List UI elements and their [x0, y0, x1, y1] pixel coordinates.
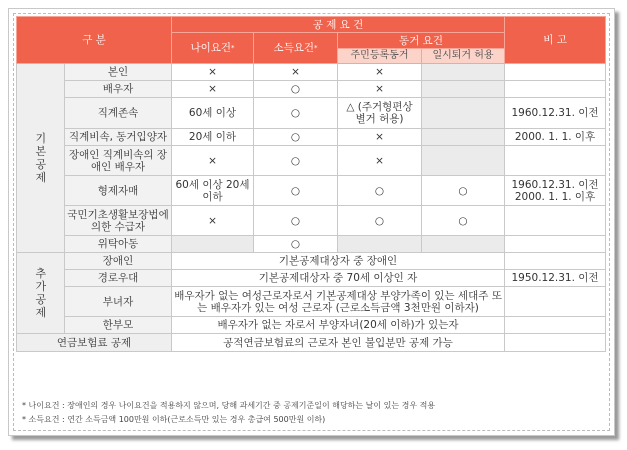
income-cell: ○	[254, 236, 338, 253]
note-cell: 1950.12.31. 이전	[505, 270, 606, 287]
pension-description: 공적연금보험료의 근로자 본인 불입분만 공제 가능	[172, 334, 505, 352]
remarks-header: 비 고	[505, 17, 606, 64]
description-cell: 배우자가 없는 여성근로자로서 기본공제대상 부양가족이 있는 세대주 또는 배우자가 있는 여성 근로자 (근로소득금액 3천만원 이하자)	[172, 287, 505, 317]
temporary-leave-header: 일시퇴거 허용	[422, 49, 505, 64]
footnote-age: * 나이요건 : 장애인의 경우 나이요건을 적용하지 않으며, 당해 과세기간 중 공제기준일이 해당하는 날이 있는 경우 적용	[22, 401, 436, 410]
age-cell: 20세 이하	[172, 129, 254, 146]
age-cell: ×	[172, 81, 254, 98]
age-cell: 60세 이상	[172, 98, 254, 129]
note-cell: 2000. 1. 1. 이후	[505, 129, 606, 146]
income-cell: ○	[254, 129, 338, 146]
resident-cell: ○	[338, 176, 422, 206]
row-label: 직계존속	[65, 98, 172, 129]
temp-leave-cell	[422, 81, 505, 98]
age-cell: 60세 이상 20세 이하	[172, 176, 254, 206]
resident-cell: ×	[338, 81, 422, 98]
description-cell: 기본공제대상자 중 장애인	[172, 253, 505, 270]
note-cell: 1960.12.31. 이전	[505, 98, 606, 129]
row-label: 직계비속, 동거입양자	[65, 129, 172, 146]
income-cell: ○	[254, 146, 338, 176]
row-label: 배우자	[65, 81, 172, 98]
row-label: 장애인	[65, 253, 172, 270]
cohabit-requirement-header: 동거 요건	[338, 33, 505, 49]
temp-leave-cell: ○	[422, 176, 505, 206]
age-cell	[172, 236, 254, 253]
note-cell	[505, 253, 606, 270]
row-label: 장애인 직계비속의 장애인 배우자	[65, 146, 172, 176]
description-cell: 기본공제대상자 중 70세 이상인 자	[172, 270, 505, 287]
row-label: 국민기초생활보장법에 의한 수급자	[65, 206, 172, 236]
note-cell	[505, 287, 606, 317]
row-label: 본인	[65, 64, 172, 81]
income-requirement-header: 소득요건*	[254, 33, 338, 64]
resident-cell: ×	[338, 146, 422, 176]
temp-leave-cell	[422, 64, 505, 81]
resident-cell: ×	[338, 129, 422, 146]
resident-cell	[338, 236, 422, 253]
requirements-header: 공 제 요 건	[172, 17, 505, 33]
note-cell	[505, 81, 606, 98]
temp-leave-cell	[422, 236, 505, 253]
row-label: 위탁아동	[65, 236, 172, 253]
note-cell	[505, 146, 606, 176]
description-cell: 배우자가 없는 자로서 부양자녀(20세 이하)가 있는자	[172, 317, 505, 334]
footnote-income: * 소득요건 : 연간 소득금액 100만원 이하(근로소득만 있는 경우 총급여 500만원 이하)	[22, 415, 326, 424]
note-cell	[505, 206, 606, 236]
age-cell: ×	[172, 206, 254, 236]
temp-leave-cell	[422, 129, 505, 146]
resident-registration-header: 주민등록동거	[338, 49, 422, 64]
resident-cell: ○	[338, 206, 422, 236]
deduction-table	[16, 16, 606, 352]
row-label: 부녀자	[65, 287, 172, 317]
income-cell: ×	[254, 64, 338, 81]
note-cell: 1960.12.31. 이전 2000. 1. 1. 이후	[505, 176, 606, 206]
temp-leave-cell	[422, 146, 505, 176]
income-cell: ○	[254, 206, 338, 236]
age-cell: ×	[172, 64, 254, 81]
note-cell	[505, 317, 606, 334]
category-header: 구 분	[17, 17, 172, 64]
basic-deduction-category: 기본공제	[17, 64, 65, 253]
row-label: 형제자매	[65, 176, 172, 206]
age-requirement-header: 나이요건*	[172, 33, 254, 64]
resident-cell: △ (주거형편상 별거 허용)	[338, 98, 422, 129]
note-cell	[505, 236, 606, 253]
row-label: 한부모	[65, 317, 172, 334]
age-cell: ×	[172, 146, 254, 176]
resident-cell: ×	[338, 64, 422, 81]
income-cell: ○	[254, 98, 338, 129]
row-label: 경로우대	[65, 270, 172, 287]
note-cell	[505, 334, 606, 352]
temp-leave-cell: ○	[422, 206, 505, 236]
income-cell: ○	[254, 176, 338, 206]
pension-deduction-label: 연금보험료 공제	[17, 334, 172, 352]
temp-leave-cell	[422, 98, 505, 129]
note-cell	[505, 64, 606, 81]
income-cell: ○	[254, 81, 338, 98]
additional-deduction-category: 추가공제	[17, 253, 65, 334]
